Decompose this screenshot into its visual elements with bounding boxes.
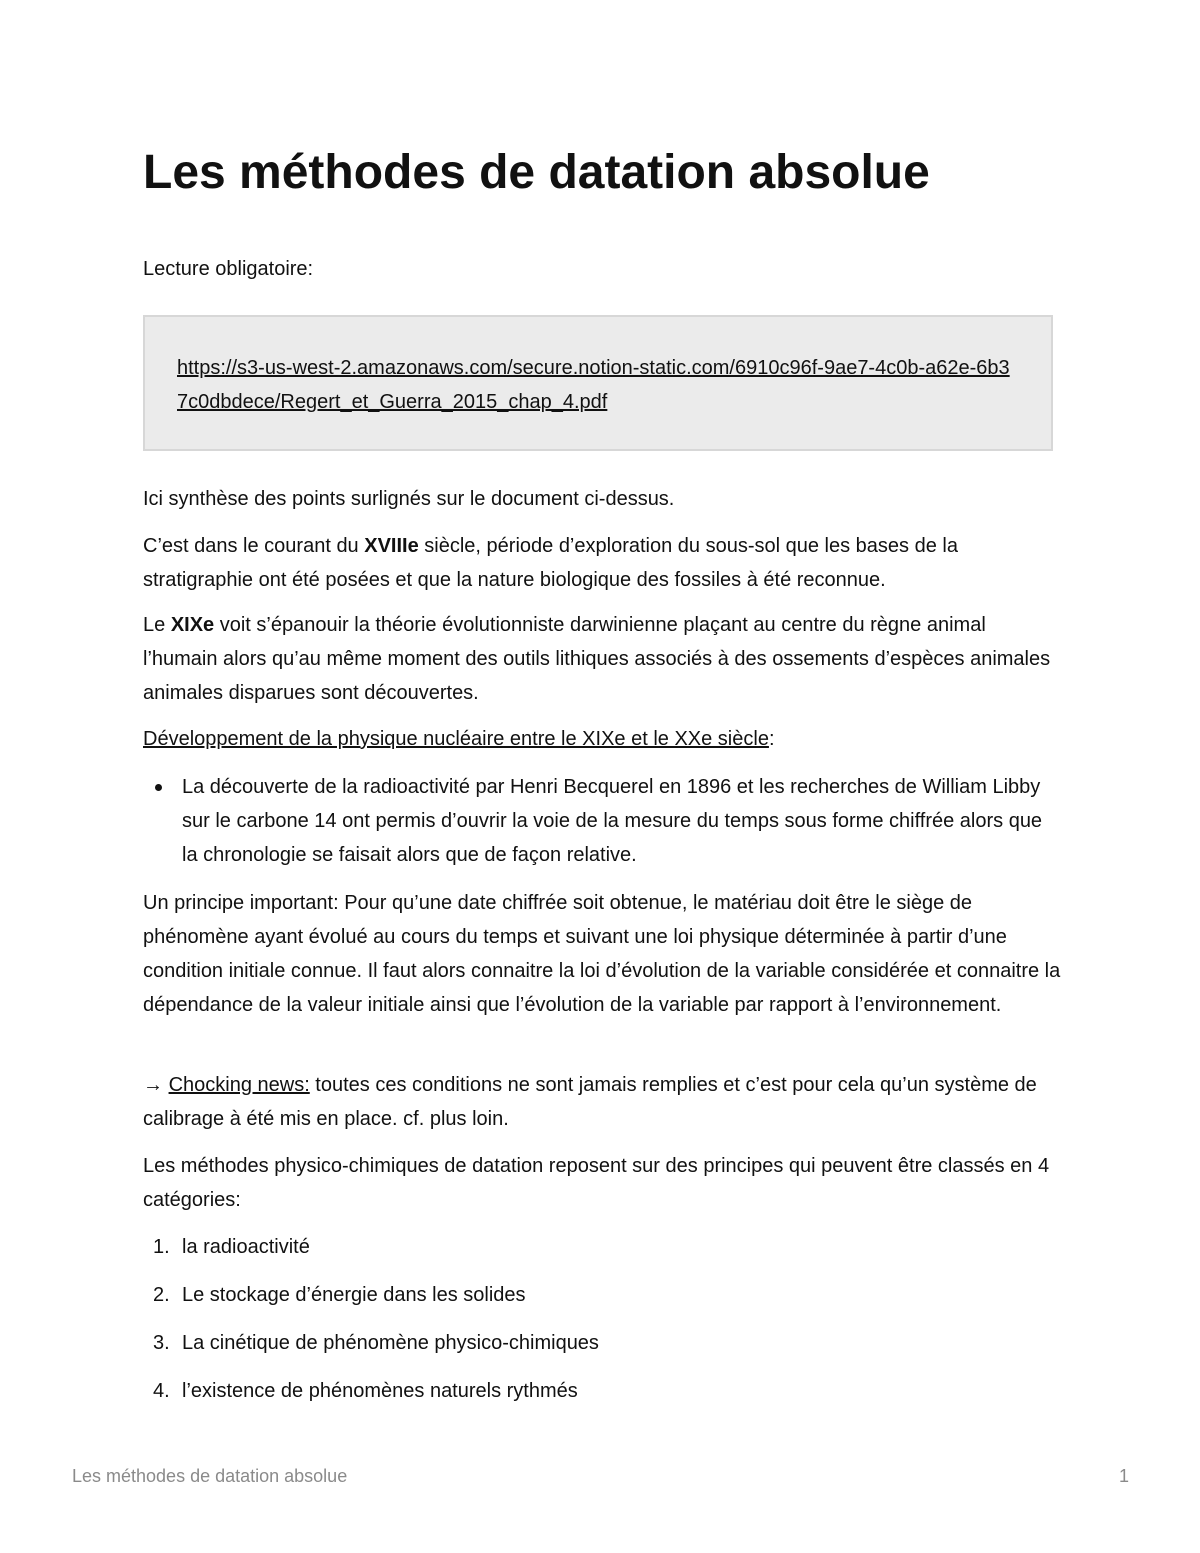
list-item-text: Le stockage d’énergie dans les solides: [182, 1284, 526, 1306]
lecture-label: Lecture obligatoire:: [143, 258, 314, 280]
bold-century: XIXe: [170, 614, 215, 636]
bullet-list: [143, 770, 1063, 872]
list-item: [143, 1374, 1063, 1422]
list-item-text: la radioactivité: [182, 1236, 310, 1258]
text-span: toutes ces conditions ne sont jamais remplies et c’est pour cela qu’un système de calibrage à été mis en place. cf. plus loin.: [143, 1074, 1037, 1130]
page-number: 1: [1118, 1466, 1129, 1486]
pdf-link[interactable]: https://s3-us-west-2.amazonaws.com/secure.notion-static.com/6910c96f-9ae7-4c0b-a62e-6b37c0dbdece/Regert_et_Guerra_2015_chap_4.pdf: [177, 357, 1010, 413]
underlined-label: Chocking news:: [168, 1074, 310, 1096]
list-number: 1.: [153, 1236, 170, 1258]
list-number: 2.: [153, 1284, 170, 1306]
text-span: Le: [143, 614, 171, 636]
bold-century: XVIIIe: [364, 535, 419, 557]
paragraph-xixe: [143, 608, 1063, 710]
list-number: 4.: [153, 1380, 170, 1402]
paragraph-synthese: Ici synthèse des points surlignés sur le document ci-dessus.: [143, 488, 675, 510]
text-span: siècle, période d’exploration du sous-sol que les bases de la stratigraphie ont été posées et que la nature biologique des fossiles à été reconnue.: [143, 535, 958, 591]
paragraph-xviiie: [143, 529, 1063, 597]
paragraph-principe: Un principe important: Pour qu’une date chiffrée soit obtenue, le matériau doit être le siège de phénomène ayant évolué au cours du temps et suivant une loi physique déterminée à partir d’une condition initiale connue. Il faut alors connaitre la loi d’évolution de la variable considérée et connaitre la dépendance de la valeur initiale ainsi que l’évolution de la variable par rapport à l’environnement.: [143, 892, 1061, 1016]
paragraph-physique-nucleaire: [143, 722, 1063, 756]
bullet-icon: [155, 784, 162, 791]
text-span: C’est dans le courant du: [143, 535, 365, 557]
underlined-heading: Développement de la physique nucléaire entre le XIXe et le XXe siècle: [143, 728, 769, 750]
list-number: 3.: [153, 1332, 170, 1354]
list-item-text: La découverte de la radioactivité par Henri Becquerel en 1896 et les recherches de William Libby sur le carbone 14 ont permis d’ouvrir la voie de la mesure du temps sous forme chiffrée alors que la chronologie se faisait alors que de façon relative.: [182, 776, 1043, 866]
link-callout: [143, 315, 1053, 451]
ordered-list: [143, 1230, 1063, 1422]
footer-title: Les méthodes de datation absolue: [72, 1466, 348, 1486]
text-span: voit s’épanouir la théorie évolutionniste darwinienne plaçant au centre du règne animal l’humain alors qu’au même moment des outils lithiques associés à des ossements d’espèces animales animales disparues sont découvertes.: [143, 614, 1051, 704]
list-item: [143, 1278, 1063, 1326]
page-title: Les méthodes de datation absolue: [143, 146, 930, 199]
arrow-icon: →: [143, 1074, 169, 1096]
list-item: [143, 770, 1063, 872]
list-item-text: l’existence de phénomènes naturels rythmés: [182, 1380, 578, 1402]
list-item: [143, 1326, 1063, 1374]
list-item-text: La cinétique de phénomène physico-chimiques: [182, 1332, 599, 1354]
list-item: [143, 1230, 1063, 1278]
paragraph-chocking-news: [143, 1068, 1063, 1136]
paragraph-methodes: Les méthodes physico-chimiques de datation reposent sur des principes qui peuvent être classés en 4 catégories:: [143, 1155, 1050, 1211]
text-span: :: [768, 728, 775, 750]
